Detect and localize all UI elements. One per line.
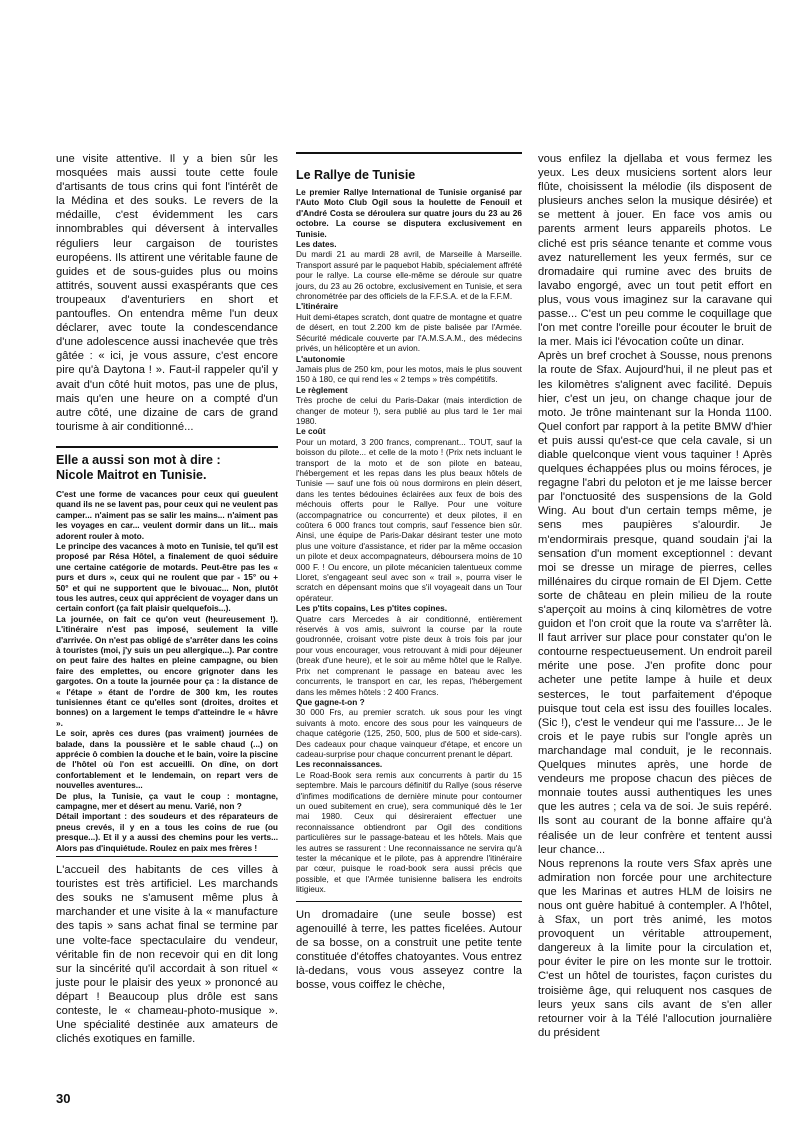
column-3 bbox=[538, 152, 772, 1040]
section-heading: Les p'tits copains, Les p'tites copines. bbox=[296, 603, 448, 614]
section-text: Pour un motard, 3 200 francs, comprenant... TOUT, sauf la boisson du pilote... et celle de la moto ! (Prix nets incluant le transport de la moto et de son pilote en bateau, l'hébergement et les repas dans les plus beaux hôtels de Tunisie — sauf une fois où nous dormirons en plein désert, dans les tentes bédouines éclairées aux feux de bois des méchouis offerts pour le Rallye. Pour une voiture (accompagnatrice ou concurrente) et deux pilotes, il en coûtera 6 000 francs tout compris, sauf l'essence bien sûr. Ainsi, une équipe de Paris-Dakar désirant tester une moto plus une voiture d'assistance, et rider par la même occasion un pilote et deux accompagnateurs, déboursera moins de 10 000 F. ! Ou encore, un pilote mécanicien talentueux comme Lloret, s'engageant seul avec son « trail », pourra viser le scratch en dépensant moins que s'il voyageait dans un Tour opérateur. bbox=[296, 436, 522, 603]
section-text: Du mardi 21 au mardi 28 avril, de Marseille à Marseille. Transport assuré par le paquebot Habib, spécialement affrété pour le rallye. La course elle-même se déroule sur quatre jours, du 23 au 26 octobre, exclusivement en Tunisie, et sera chronométrée par des officiels de la F.F.S.A. et de la F.F.M. bbox=[296, 249, 522, 302]
article-continuation: Un dromadaire (une seule bosse) est agenouillé à terre, les pattes ficelées. Autour de sa bosse, on a construit une petite tente constituée d'étoffes chatoyantes. Vous entrez là-dedans, vous vous asseyez contre la bosse, vous coiffez le chèche, bbox=[296, 908, 522, 992]
column-2 bbox=[296, 152, 522, 992]
section-text: Quatre cars Mercedes à air conditionné, entièrement réservés à vos amis, suivront la course par la route goudronnée, croisant votre piste deux à trois fois par jour pour vous encourager, vous retrouvant à midi pour déjeuner (break d'une heure), et le soir au même hôtel que le Rallye. Prix net comprenant le passage en bateau avec les concurrents, le transport en car, les repas, l'hébergement dans les mêmes hôtels : 2 400 Francs. bbox=[296, 613, 522, 697]
section-text: Huit demi-étapes scratch, dont quatre de montagne et quatre de désert, en tout 2.200 km de piste balisée par l'Armée. Sécurité médicale couverte par l'A.M.S.A.M., des médecins privés, un hélicoptère et un avion. bbox=[296, 311, 522, 354]
sidebar-body bbox=[56, 489, 278, 853]
section-heading: Le coût bbox=[296, 426, 326, 437]
rallye-title: Le Rallye de Tunisie bbox=[296, 168, 416, 182]
rallye-section bbox=[296, 385, 522, 427]
sidebar-paragraph: La journée, on fait ce qu'on veut (heureusement !). L'itinéraire n'est pas imposé, seulement la ville d'arrivée. On n'est pas obligé de s'arrêter dans les coins à touristes (moi, j'y suis un peu allergique...). Par contre on peut faire des haltes en pleine campagne, ou bien faire des emplettes, ou encore grignoter dans les gargotes. On a toute la journée pour ça : la distance de « l'étape » étant de l'ordre de 300 km, les routes tunisiennes étant ce qu'elles sont (droites, droites et bonnes) on a largement le temps d'atteindre le « hâvre ». bbox=[56, 613, 278, 728]
sidebar-title-line1: Elle a aussi son mot à dire : bbox=[56, 452, 221, 467]
rallye-body bbox=[296, 187, 522, 895]
box-bottom-rule bbox=[296, 901, 522, 902]
section-text: 30 000 Frs, au premier scratch. uk sous pour les vingt suivants à moto. encore des sous pour les vainqueurs de chaque catégorie (125, 250, 500, plus de 500 et side-cars). Des cadeaux pour chaque vainqueur d'étape, et encore un cadeau-surprise pour chaque concurrent prenant le départ. bbox=[296, 707, 522, 759]
article-paragraph: Nous reprenons la route vers Sfax après une admiration non forcée pour une architecture que les Marinas et autres HLM de loisirs ne nous ont guère habitué à contempler. A l'hôtel, à Sfax, un port très animé, les motos provoquent un véritable attroupement, dangereux à la limite pour la circulation et, pour éviter le pire on les monte sur le trottoir. C'est un hôtel de touristes, façon curistes du troisième âge, qui reluquent nos casques de leurs yeux sans cils avant de s'en aller retourner voir à la Télé l'allocution journalière du président bbox=[538, 857, 772, 1039]
section-text: Le Road-Book sera remis aux concurrents à partir du 15 septembre. Mais le parcours définitif du Rallye (sous réserve d'infimes modifications de dernière minute pour contourner un oued subitement en crue), sera communiqué dès le 1er mai 1980. Ceux qui désireraient effectuer une reconnaissance obtiendront par Ogil des conditions particulières sur le passage-bateau et les hôtels. Mais que les autres se rassurent : Une reconnaissance ne servira qu'à tester la mécanique et le pilote, pas à apprendre l'itinéraire par cœur, puisque le road-book sera aussi précis que possible, et que l'Armée tunisienne balisera les endroits litigieux. bbox=[296, 769, 522, 895]
article-paragraph: vous enfilez la djellaba et vous fermez les yeux. Les deux musiciens sortent alors leur flûte, choisissent la mélodie (ils disposent de plusieurs anches selon la musique désirée) et se mettent à jouer. En face vos amis ou parents arment leurs appareils photos. Le cliché est pris séance tenante et comme vous avez naturellement les yeux fermés, sur ce dromadaire qui rumine avec des bruits de lavabo engorgé, avec un tout petit effort en plus, vous vous imaginez sur la caravane qui passe... C'est un peu comme le coquillage que l'on met contre l'oreille pour écouter le bruit de la mer. Mais ici l'évocation coûte un dinar. bbox=[538, 153, 772, 349]
sidebar-paragraph: Le principe des vacances à moto en Tunisie, tel qu'il est proposé par Résa Hôtel, a finalement de quoi séduire une certaine catégorie de motards. Peut-être pas les « purs et durs », ceux qui ne roulent que par - 15° ou + 50° et qui ne supportent que le bivouac... Non, plutôt tous les autres, ceux qui apprécient de voyager dans un certain confort (ça fait plaisir quelquefois...). bbox=[56, 540, 278, 614]
rallye-lead: Le premier Rallye International de Tunisie organisé par l'Auto Moto Club Ogil sous la houlette de Fenouil et d'André Costa se déroulera sur quatre jours du 23 au 26 octobre. La course se disputera exclusivement en Tunisie. bbox=[296, 187, 522, 239]
rallye-section bbox=[296, 697, 522, 759]
rallye-section bbox=[296, 354, 522, 385]
sidebar-paragraph: Le soir, après ces dures (pas vraiment) journées de balade, dans la poussière et le sable chaud (...) on apprécie ô combien la douche et le bain, voire la piscine de l'hôtel où l'on est accueilli. On dîne, on dort confortablement et le lendemain, on repart vers de nouvelles aventures... bbox=[56, 728, 278, 791]
sidebar-box-nicole bbox=[56, 446, 278, 857]
column-1 bbox=[56, 152, 278, 1046]
rallye-section bbox=[296, 759, 522, 894]
section-heading: Les reconnaissances. bbox=[296, 759, 383, 770]
rallye-section bbox=[296, 603, 522, 697]
article-body bbox=[538, 152, 772, 1040]
sidebar-paragraph: C'est une forme de vacances pour ceux qui gueulent quand ils ne se lavent pas, pour ceux qui ne veulent pas camper... n'aiment pas se salir les mains... n'aiment pas les voyages en car... veulent dormir dans un lit... mais adorent rouler à moto. bbox=[56, 488, 278, 541]
rallye-box bbox=[296, 152, 522, 902]
article-outro: L'accueil des habitants de ces villes à touristes est très artificiel. Les marchands des souks ne s'amusent même plus à marchander et une visite à la « manufacture des tapis » sans achat final se termine par une volte-face spectaculaire du vendeur, véritable fin de non recevoir qui en dit long sur la sincérité qu'il accordait à son rituel « juste pour le plaisir des yeux » prononcé au départ ! Beaucoup plus drôle est sans conteste, le « chameau-photo-musique ». Une spécialité destinée aux amateurs de clichés exotiques en famille. bbox=[56, 864, 278, 1046]
box-bottom-rule bbox=[56, 856, 278, 857]
section-heading: L'itinéraire bbox=[296, 301, 339, 312]
article-paragraph: Après un bref crochet à Sousse, nous prenons la route de Sfax. Aujourd'hui, il ne pleut pas et les kilomètres s'alignent avec facilité. Depuis hier, c'est un jeu, on change chaque jour de moto. Je trône maintenant sur la Honda 1100. Quel confort par rapport à la petite BMW d'hier et puis aussi qu'est-ce que cela cavale, si un diable quelconque vient vous taquiner ! Après quelques échappées plus ou moins féroces, je regagne l'abri du peloton et je me laisse bercer par l'onctuosité des suspensions de la Gold Wing. Au bout d'un certain temps même, je sens mes paupières s'alourdir. Je m'endormirais presque, quand soudain j'ai la sensation d'un moment exceptionnel : devant moi se dresse un mirage de pierres, celles millénaires du cirque romain de El Djem. Cette sorte de château en plein milieu de la route s'aperçoit au moins à cinq kilomètres de votre guidon et l'on croit que la route va s'arrêter là. Il faut arriver sur place pour constater qu'on le contourne respectueusement. Un endroit pareil mérite une pose. J'en profite donc pour acheter une petite lampe à huile et deux sesterces, le tout parfaitement d'époque puisque tout cela est issu des fouilles locales. (Sic !), c'est le vendeur qui me l'assure... Je le crois et le paye rubis sur l'ongle après un marchandage mal conduit, je le reconnais. Quelques minutes après, une horde de vendeurs me propose chacun des pièces de monnaie toutes aussi authentiques les unes que les autres ; cela va de soi. Je suis repéré. Ils sont au courant de la bonne affaire qu'à réalisée un de leur confrère et tentent aussi leur chance... bbox=[538, 350, 772, 856]
rallye-section bbox=[296, 239, 522, 301]
sidebar-paragraph: Détail important : des soudeurs et des réparateurs de pneus crevés, il y en a tous les coins de rue (ou presque...). Et il y a aussi des chemins pour les verts... Alors pas d'inquiétude. Roulez en paix mes frères ! bbox=[56, 811, 278, 853]
section-heading: L'autonomie bbox=[296, 353, 345, 364]
rallye-section bbox=[296, 301, 522, 353]
page-number: 30 bbox=[56, 1091, 71, 1106]
rallye-section bbox=[296, 426, 522, 603]
sidebar-title-line2: Nicole Maitrot en Tunisie. bbox=[56, 467, 207, 482]
section-heading: Que gagne-t-on ? bbox=[296, 696, 365, 707]
sidebar-title bbox=[56, 453, 278, 483]
article-intro: une visite attentive. Il y a bien sûr les mosquées mais aussi toute cette foule d'artisants de tous crins qui font l'intérêt de la Médina et des souks. Le revers de la médaille, c'est évidemment les cars innombrables qui déversent à intervalles réguliers leur cargaison de touristes européens. Ils attirent une véritable faune de guides et de sous-guides plus ou moins attitrés, souvent aussi exaspérants que ces troupeaux d'aventuriers en short et pantoufles. On entendra même l'un deux déclarer, avec toute la condescendance d'une adolescence aussi inachevée que très gâtée : « ici, je vous assure, c'est encore pire qu'à Daytona ! ». Faut-il rappeler qu'il y avait d'un côté huit motos, pas une de plus, mais qu'en une heure on a compté d'un autre côté, une dizaine de cars de grand tourisme à air conditionné... bbox=[56, 153, 278, 433]
sidebar-paragraph: De plus, la Tunisie, ça vaut le coup : montagne, campagne, mer et désert au menu. Varié, non ? bbox=[56, 790, 278, 812]
section-heading: Le règlement bbox=[296, 384, 348, 395]
section-text: Jamais plus de 250 km, pour les motos, mais le plus souvent 150 à 180, ce qui rend les « 2 temps » très compétitifs. bbox=[296, 363, 522, 385]
section-heading: Les dates. bbox=[296, 239, 337, 250]
section-text: Très proche de celui du Paris-Dakar (mais interdiction de changer de moteur !), sera publié au plus tard le 1er mai 1980. bbox=[296, 395, 522, 426]
